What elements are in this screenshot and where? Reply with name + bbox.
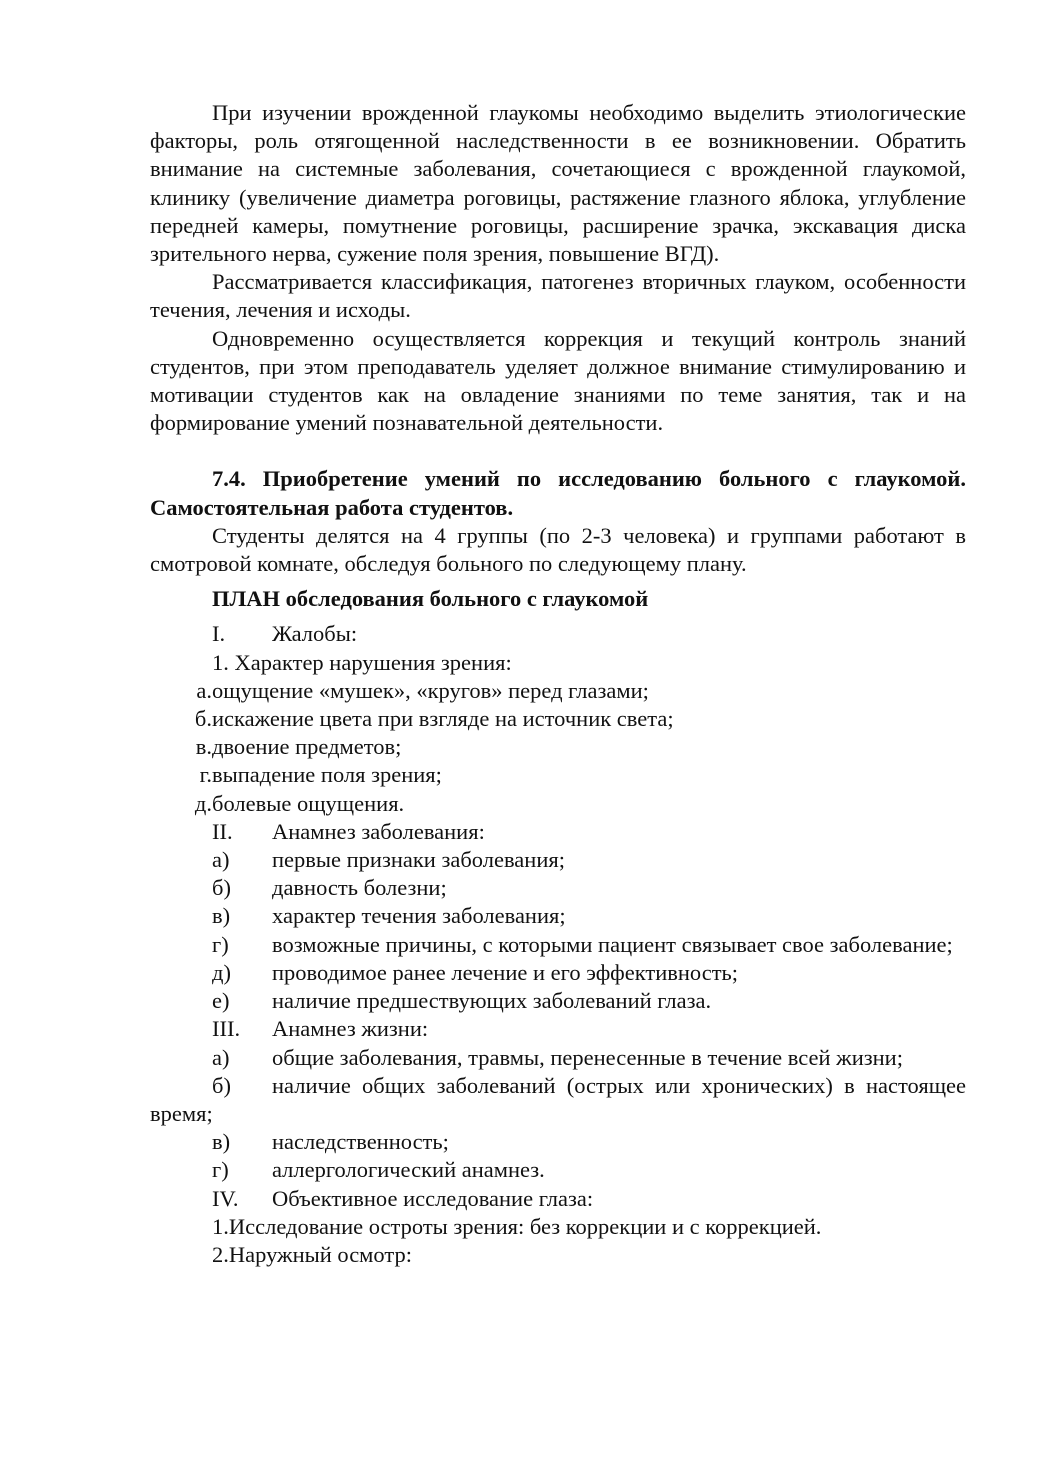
document-page [150, 99, 966, 1269]
item-marker: в) [212, 1129, 231, 1155]
plan-section-disease-history [150, 818, 966, 846]
section-marker: III. [212, 1016, 241, 1042]
list-item [150, 987, 966, 1015]
paragraph-congenital-glaucoma: При изучении врожденной глаукомы необходимо выделить этиологические факторы, роль отягощенной наследственности в ее возникновении. Обратить внимание на системные заболевания, сочетающиеся с врожденной глаукомой, клинику (увеличение диаметра роговицы, растяжение глазного яблока, углубление передней камеры, помутнение роговицы, расширение зрачка, экскавация диска зрительного нерва, сужение поля зрения, повышение ВГД). [150, 100, 966, 267]
list-item [150, 761, 966, 789]
item-text: общие заболевания, травмы, перенесенные в течение всей жизни; [272, 1044, 903, 1070]
item-marker: г) [212, 931, 229, 957]
item-marker: д. [194, 790, 212, 816]
section-paragraph: Студенты делятся на 4 группы (по 2-3 человека) и группами работают в смотровой комнате, обследуя больного по следующему плану. [150, 522, 966, 577]
item-text: возможные причины, с которыми пациент связывает свое заболевание; [272, 931, 953, 957]
item-marker: б. [194, 706, 212, 732]
item-marker: д) [212, 959, 231, 985]
list-item [150, 1072, 966, 1128]
plan-section-life-history [150, 1015, 966, 1043]
section-label: Жалобы: [272, 621, 358, 647]
paragraph-secondary-glaucoma: Рассматривается классификация, патогенез вторичных глауком, особенности течения, лечения и исходы. [150, 269, 966, 323]
item-text: ощущение «мушек», «кругов» перед глазами; [212, 677, 649, 703]
plan-title: ПЛАН обследования больного с глаукомой [212, 586, 649, 612]
item-text: болевые ощущения. [212, 790, 405, 816]
section-label: Объективное исследование глаза: [272, 1185, 594, 1211]
item-text: выпадение поля зрения; [212, 762, 442, 788]
list-item: 1.Исследование остроты зрения: без коррекции и с коррекцией. [212, 1213, 822, 1239]
item-text: наследственность; [272, 1129, 449, 1155]
item-marker: а) [212, 847, 230, 873]
list-item [150, 931, 966, 959]
list-item [150, 790, 966, 818]
section-marker: IV. [212, 1185, 239, 1211]
item-marker: в) [212, 903, 231, 929]
item-marker: в. [195, 734, 212, 760]
list-item [150, 733, 966, 761]
item-text: аллергологический анамнез. [272, 1157, 545, 1183]
item-text: наличие предшествующих заболеваний глаза. [272, 988, 712, 1014]
item-text: первые признаки заболевания; [272, 847, 565, 873]
section-marker: II. [212, 818, 233, 844]
list-item [150, 705, 966, 733]
item-marker: е) [212, 988, 230, 1014]
item-marker: б) [212, 1072, 231, 1098]
item-text: проводимое ранее лечение и его эффективность; [272, 959, 739, 985]
list-item [150, 846, 966, 874]
item-text: наличие общих заболеваний (острых или хронических) в настоящее время; [150, 1072, 966, 1126]
section-heading: 7.4. Приобретение умений по исследованию больного с глаукомой. Самостоятельная работа студентов. [150, 466, 966, 520]
paragraph-knowledge-control: Одновременно осуществляется коррекция и текущий контроль знаний студентов, при этом преподаватель уделяет должное внимание стимулированию и мотивации студентов как на овладение знаниями по теме занятия, так и на формирование умений познавательной деятельности. [150, 325, 966, 436]
item-marker: г. [199, 762, 212, 788]
list-item [150, 959, 966, 987]
item-marker: б) [212, 875, 231, 901]
item-text: двоение предметов; [212, 734, 402, 760]
list-item [150, 874, 966, 902]
item-marker: а) [212, 1044, 230, 1070]
list-item [150, 677, 966, 705]
list-item: 1. Характер нарушения зрения: [212, 649, 512, 675]
item-marker: г) [212, 1157, 229, 1183]
item-text: давность болезни; [272, 875, 447, 901]
list-item: 2.Наружный осмотр: [212, 1241, 412, 1267]
list-item [150, 1044, 966, 1072]
section-label: Анамнез заболевания: [272, 818, 485, 844]
section-marker: I. [212, 621, 226, 647]
plan-section-objective-exam [150, 1185, 966, 1213]
plan-section-complaints [150, 620, 966, 648]
list-item [150, 1128, 966, 1156]
section-label: Анамнез жизни: [272, 1016, 429, 1042]
item-text: характер течения заболевания; [272, 903, 566, 929]
item-marker: а. [196, 677, 212, 703]
list-item [150, 902, 966, 930]
item-text: искажение цвета при взгляде на источник света; [212, 706, 674, 732]
list-item [150, 1156, 966, 1184]
